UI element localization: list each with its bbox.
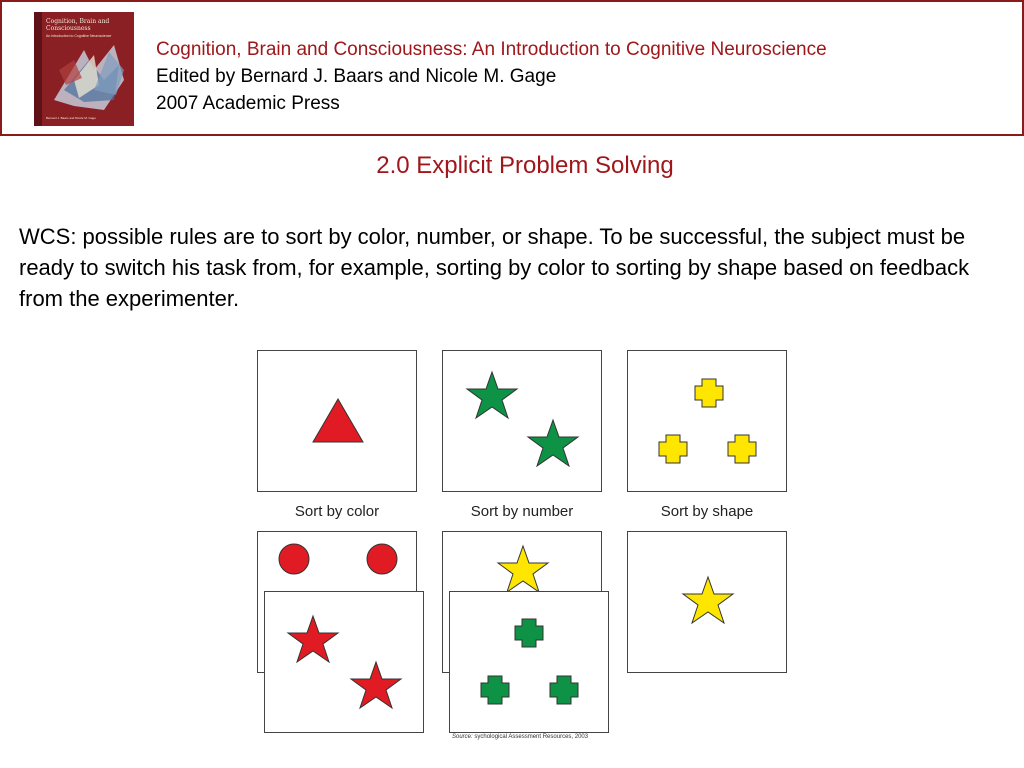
body-paragraph: WCS: possible rules are to sort by color, number, or shape. To be successful, the subject must be ready to switch his task from, for example, sorting by color to sorting by shape based on feedback from the experimenter. bbox=[19, 224, 970, 311]
book-cover-authors: Bernard J. Baars and Nicole M. Gage bbox=[46, 116, 96, 120]
book-cover-subtitle: An Introduction to Cognitive Neuroscience bbox=[46, 34, 112, 38]
card-two-red-stars bbox=[264, 591, 424, 733]
yellow-crosses-icon bbox=[628, 351, 788, 493]
editors-line: Edited by Bernard J. Baars and Nicole M. Gage bbox=[156, 66, 557, 87]
card-two-stars bbox=[442, 350, 602, 492]
green-stars-icon bbox=[443, 351, 603, 493]
book-spine bbox=[34, 12, 42, 126]
book-cover-title: Cognition, Brain and Consciousness bbox=[46, 18, 110, 32]
card-triangle bbox=[257, 350, 417, 492]
red-stars-icon bbox=[265, 592, 425, 734]
book-cover-artwork bbox=[44, 40, 132, 112]
figure-source-caption bbox=[452, 734, 588, 740]
red-triangle-icon bbox=[258, 351, 418, 493]
green-crosses-icon bbox=[450, 592, 610, 734]
label-sort-by-shape: Sort by shape bbox=[660, 503, 754, 520]
header-text-block bbox=[156, 36, 827, 117]
card-three-green-crosses bbox=[449, 591, 609, 733]
source-text: sychological Assessment Resources, 2003 bbox=[474, 734, 589, 740]
publisher-line: 2007 Academic Press bbox=[156, 93, 340, 114]
card-single-yellow-star bbox=[627, 531, 787, 673]
label-sort-by-color: Sort by color bbox=[294, 503, 380, 520]
yellow-star-icon bbox=[628, 532, 788, 674]
book-title-line: Cognition, Brain and Consciousness: An Introduction to Cognitive Neuroscience bbox=[156, 39, 827, 60]
card-three-crosses bbox=[627, 350, 787, 492]
label-sort-by-number: Sort by number bbox=[470, 503, 574, 520]
section-title: 2.0 Explicit Problem Solving bbox=[376, 152, 674, 179]
book-cover-image bbox=[34, 12, 134, 126]
source-label: Source: bbox=[452, 734, 473, 740]
header-banner bbox=[0, 0, 1024, 136]
